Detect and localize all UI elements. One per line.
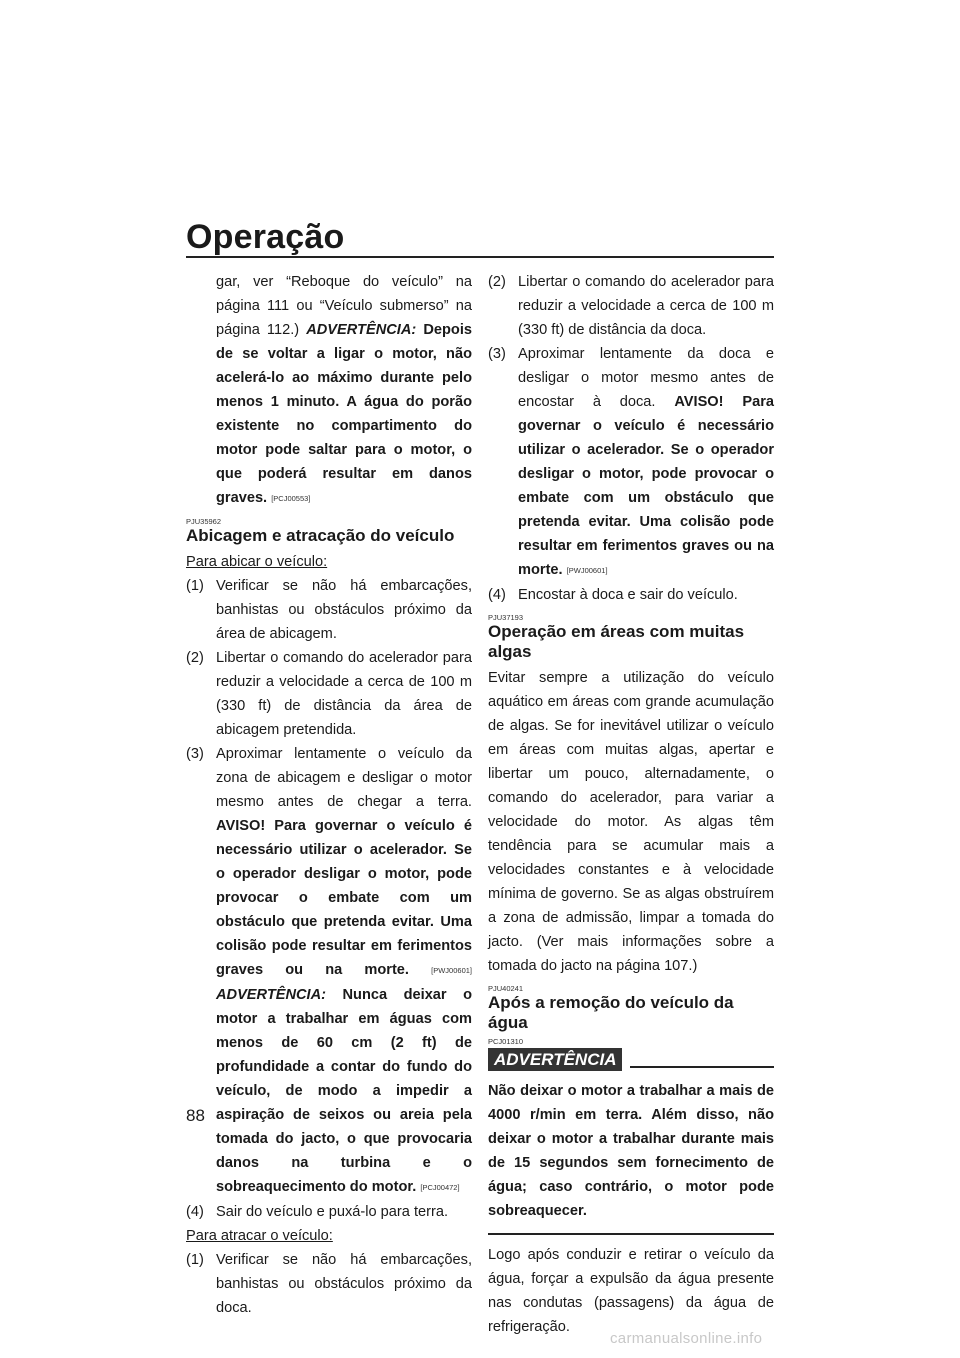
section-code: PJU37193	[488, 613, 524, 622]
warning-box-label: ADVERTÊNCIA	[488, 1048, 622, 1071]
section-title-algas: Operação em áreas com muitas algas	[488, 622, 745, 661]
left-column	[186, 270, 472, 1320]
list-item	[186, 742, 472, 1200]
section-code: PJU35962	[186, 517, 222, 526]
warning-label: ADVERTÊNCIA:	[216, 987, 327, 1003]
subhead-atracar: Para atracar o veículo:	[186, 1228, 333, 1244]
item-text-block	[216, 742, 472, 1200]
list-item	[488, 342, 774, 583]
warning-text: Nunca deixar o motor a trabalhar em águas com menos de 60 cm (2 ft) de profundidade a contar do fundo do veículo, de modo a impedir a aspiração de seixos ou areia pela tomada do jacto, o que provocaria danos na turbina e o sobreaquecimento do motor.	[216, 987, 473, 1195]
item-text: Encostar à doca e sair do veículo.	[518, 587, 738, 603]
item-number: (1)	[186, 578, 204, 594]
warning-box-code: PCJ01310	[488, 1037, 524, 1046]
item-text: Aproximar lentamente o veículo da zona de abicagem e desligar o motor mesmo antes de chegar a terra.	[216, 746, 472, 810]
warning-box-text: Não deixar o motor a trabalhar a mais de 4000 r/min em terra. Além disso, não deixar o motor a trabalhar durante mais de 15 segundos sem fornecimento de água; caso contrário, o motor pode sobreaquecer.	[488, 1083, 774, 1219]
item-text-block	[518, 342, 774, 583]
item-number: (3)	[186, 746, 204, 762]
watermark: carmanualsonline.info	[610, 1330, 763, 1347]
warning-box-rule	[630, 1066, 774, 1068]
section-code: PJU40241	[488, 984, 524, 993]
item-number: (3)	[488, 346, 506, 362]
page-number: 88	[186, 1106, 205, 1125]
warning-box-header	[488, 1048, 774, 1071]
item-text: Aproximar lentamente da doca e desligar o motor mesmo antes de encostar à doca.	[518, 346, 774, 410]
warning-code: [PCJ00472]	[420, 1183, 460, 1192]
right-column	[488, 270, 774, 1339]
list-item	[488, 270, 774, 342]
item-number: (2)	[488, 274, 506, 290]
item-number: (4)	[186, 1204, 204, 1220]
item-text: Libertar o comando do acelerador para reduzir a velocidade a cerca de 100 m (330 ft) de distância da doca.	[518, 274, 774, 338]
aviso-code: [PWJ00601]	[566, 566, 608, 575]
intro-text: gar, ver “Reboque do veículo” na página 111 ou “Veículo submerso” na página 112.)	[216, 274, 472, 338]
intro-warning-label: ADVERTÊNCIA:	[306, 322, 417, 338]
header-rule	[186, 256, 774, 258]
section-paragraph: Evitar sempre a utilização do veículo aquático em áreas com grande acumulação de algas. Se for inevitável utilizar o veículo em áreas com muitas algas, apertar e libertar um pouco, alternadamente, o comando do acelerador, para variar a velocidade do motor. As algas têm tendência para se acumular mais a velocidades constantes e à velocidade mínima de governo. Se as algas obstruírem a zona de admissão, limpar a tomada do jacto. (Ver mais informações sobre a tomada do jacto na página 107.)	[488, 670, 774, 974]
aviso-code: [PWJ00601]	[431, 966, 472, 975]
page-title: Operação	[186, 218, 345, 256]
list-item	[488, 583, 774, 607]
warning-box-bottom-rule	[488, 1233, 774, 1235]
aviso-text: AVISO! Para governar o veículo é necessário utilizar o acelerador. Se o operador desligar o motor, pode provocar o embate com um obstáculo que pretenda evitar. Uma colisão pode resultar em ferimentos graves ou na morte.	[518, 394, 775, 578]
item-number: (1)	[186, 1252, 204, 1268]
list-item	[186, 1248, 472, 1320]
item-number: (4)	[488, 587, 506, 603]
list-item	[186, 1200, 472, 1224]
list-item	[186, 646, 472, 742]
section-title-remocao: Após a remoção do veículo da água	[488, 993, 734, 1032]
aviso-text: AVISO! Para governar o veículo é necessário utilizar o acelerador. Se o operador desligar o motor, pode provocar o embate com um obstáculo que pretenda evitar. Uma colisão pode resultar em ferimentos graves ou na morte.	[216, 818, 472, 978]
item-text: Verificar se não há embarcações, banhistas ou obstáculos próximo da doca.	[216, 1252, 472, 1316]
item-text: Libertar o comando do acelerador para reduzir a velocidade a cerca de 100 m (330 ft) de distância da área de abicagem pretendida.	[216, 650, 472, 738]
item-number: (2)	[186, 650, 204, 666]
intro-paragraph	[186, 270, 472, 511]
item-text: Verificar se não há embarcações, banhistas ou obstáculos próximo da área de abicagem.	[216, 578, 472, 642]
intro-warning-code: [PCJ00553]	[271, 494, 311, 503]
subhead-abicar: Para abicar o veículo:	[186, 554, 328, 570]
item-text: Sair do veículo e puxá-lo para terra.	[216, 1204, 449, 1220]
list-item	[186, 574, 472, 646]
section-title-abicagem: Abicagem e atracação do veículo	[186, 526, 455, 545]
section-paragraph: Logo após conduzir e retirar o veículo da água, forçar a expulsão da água presente nas condutas (passagens) da água de refrigeração.	[488, 1247, 774, 1335]
intro-warning-text: Depois de se voltar a ligar o motor, não acelerá-lo ao máximo durante pelo menos 1 minuto. A água do porão existente no compartimento do motor pode saltar para o motor, o que poderá resultar em danos graves.	[216, 322, 472, 506]
